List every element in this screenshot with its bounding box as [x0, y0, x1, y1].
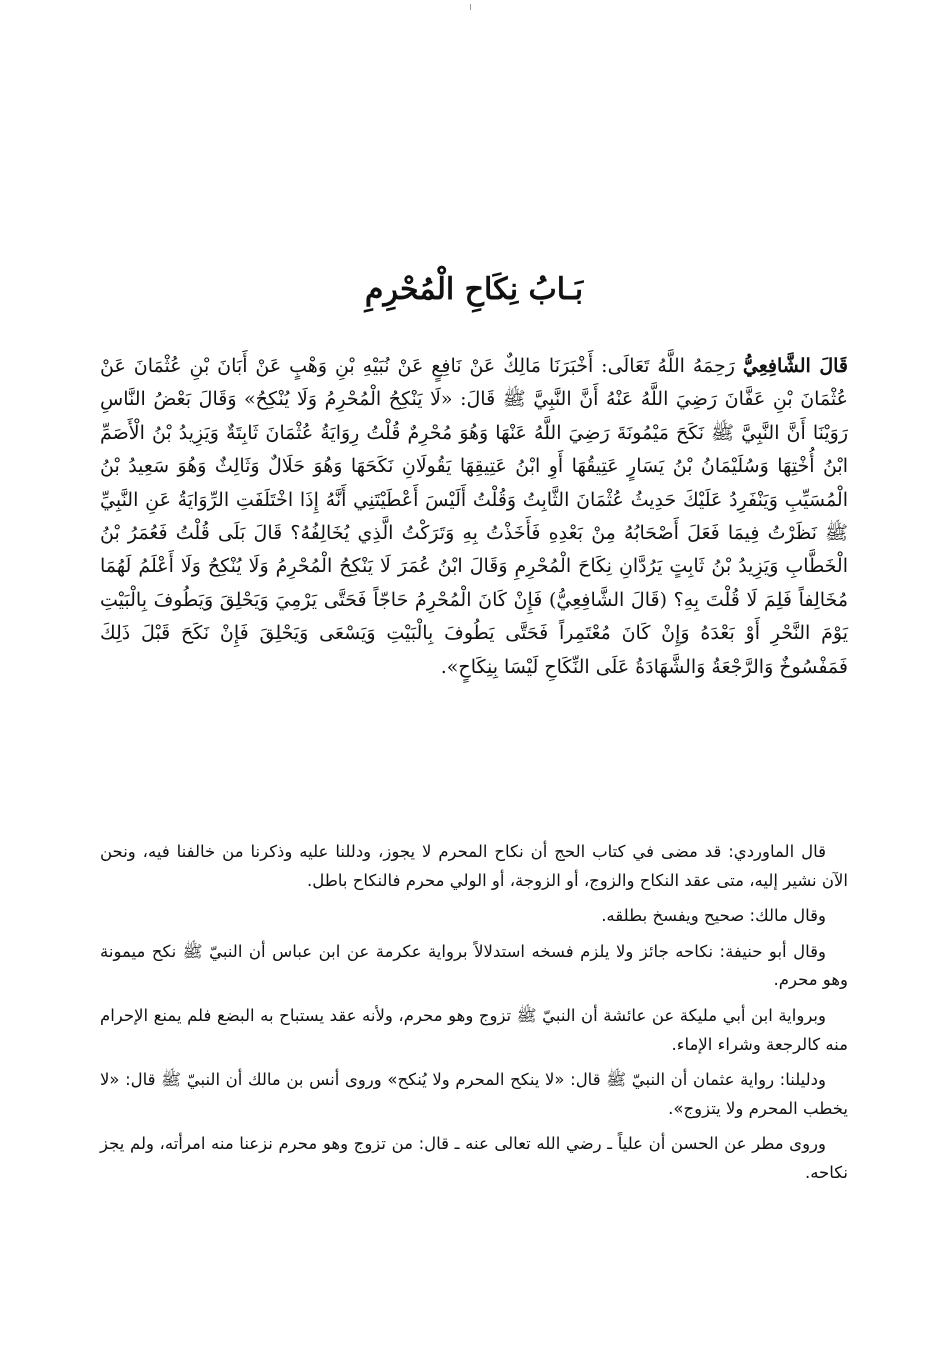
commentary-paragraph: قال الماوردي: قد مضى في كتاب الحج أن نكاح المحرم لا يجوز، ودللنا عليه وذكرنا من خالفنا فيه، ونحن الآن نشير إليه، متى عقد النكاح والزوج، أو الزوجة، أو الولي محرم فالنكاح باطل.: [100, 842, 848, 890]
commentary-paragraph: وقال أبو حنيفة: نكاحه جائز ولا يلزم فسخه استدلالاً برواية عكرمة عن ابن عباس أن النبيّ ﷺ نكح ميمونة وهو محرم.: [100, 941, 848, 990]
commentary-paragraph: وبرواية ابن أبي مليكة عن عائشة أن النبيّ ﷺ تزوج وهو محرم، ولأنه عقد يستباح به البضع فلم يمنع الإحرام منه كالرجعة وشراء الإماء.: [100, 1005, 848, 1054]
matn-speaker: قَالَ الشَّافِعِيُّ: [742, 355, 849, 377]
chapter-title: بَـابُ نِكَاحِ الْمُحْرِمِ: [364, 272, 584, 307]
commentary-paragraph: ودليلنا: رواية عثمان أن النبيّ ﷺ قال: «لا ينكح المحرم ولا يُنكح» وروى أنس بن مالك أن النبيّ ﷺ قال: «لا يخطب المحرم ولا يتزوج».: [100, 1070, 848, 1118]
commentary-paragraph: وقال مالك: صحيح ويفسخ بطلقه.: [601, 906, 826, 926]
commentary-paragraph: وروى مطر عن الحسن أن علياً ـ رضي الله تعالى عنه ـ قال: من تزوج وهو محرم نزعنا منه امرأته، ولم يجز نكاحه.: [100, 1134, 848, 1182]
matn-paragraph: [100, 350, 848, 684]
matn-text: رَحِمَهُ اللَّهُ تَعَالَى: أَخْبَرَنَا مَالِكٌ عَنْ نَافِعٍ عَنْ نُبَيْهِ بْنِ وَهْبٍ عَنْ أَبَانَ بْنِ عُثْمَانَ عَنْ عُثْمَانَ بْنِ عَفَّانَ رَضِيَ اللَّهُ عَنْهُ أَنَّ النَّبِيَّ ﷺ قَالَ: «لَا يَنْكِحُ الْمُحْرِمُ وَلَا يُنْكِحُ» وَقَالَ بَعْضُ النَّاسِ رَوَيْنَا أَنَّ النَّبِيَّ ﷺ نَكَحَ مَيْمُونَةَ رَضِيَ اللَّهُ عَنْهَا وَهُوَ مُحْرِمٌ قُلْتُ رِوَايَةُ عُثْمَانَ ثَابِتَةٌ وَيَزِيدُ بْنُ الْأَصَمِّ ابْنُ أُخْتِهَا وَسُلَيْمَانُ بْنُ يَسَارٍ عَتِيقُهَا أَوِ ابْنُ عَتِيقِهَا يَقُولَانِ نَكَحَهَا وَهُوَ حَلَالٌ وَثَالِثٌ وَهُوَ سَعِيدُ بْنُ الْمُسَيِّبِ وَيَنْفَرِدُ عَلَيْكَ حَدِيثُ عُثْمَانَ الثَّابِتُ وَقُلْتُ أَلَيْسَ أَعْطَيْتَنِي أَنَّهُ إِذَا اخْتَلَفَتِ الرِّوَايَةُ عَنِ النَّبِيِّ ﷺ نَظَرْتُ فِيمَا فَعَلَ أَصْحَابُهُ مِنْ بَعْدِهِ فَأَخَذْتُ بِهِ وَتَرَكْتُ الَّذِي يُخَالِفُهُ؟ قَالَ بَلَى قُلْتُ فَعُمَرُ بْنُ الْخَطَّابِ وَيَزِيدُ بْنُ ثَابِتٍ يَرُدَّانِ نِكَاحَ الْمُحْرِمِ وَقَالَ ابْنُ عُمَرَ لَا يَنْكِحُ الْمُحْرِمُ وَلَا يُنْكِحُ وَلَا أَعْلَمُ لَهُمَا مُخَالِفاً فَلِمَ لَا قُلْتَ بِهِ؟ (قَالَ الشَّافِعِيُّ) فَإِنْ كَانَ الْمُحْرِمُ حَاجّاً فَحَتَّى يَرْمِيَ وَيَحْلِقَ وَيَطُوفَ بِالْبَيْتِ يَوْمَ النَّحْرِ أَوْ بَعْدَهُ وَإِنْ كَانَ مُعْتَمِراً فَحَتَّى يَطُوفَ بِالْبَيْتِ وَيَسْعَى وَيَحْلِقَ فَإِنْ نَكَحَ قَبْلَ ذَلِكَ فَمَفْسُوخٌ وَالرَّجْعَةُ وَالشَّهَادَةُ عَلَى النِّكَاحِ لَيْسَا بِنِكَاحٍ».: [100, 355, 848, 678]
page-top-mark: [470, 4, 471, 10]
commentary-section: [100, 838, 848, 1195]
